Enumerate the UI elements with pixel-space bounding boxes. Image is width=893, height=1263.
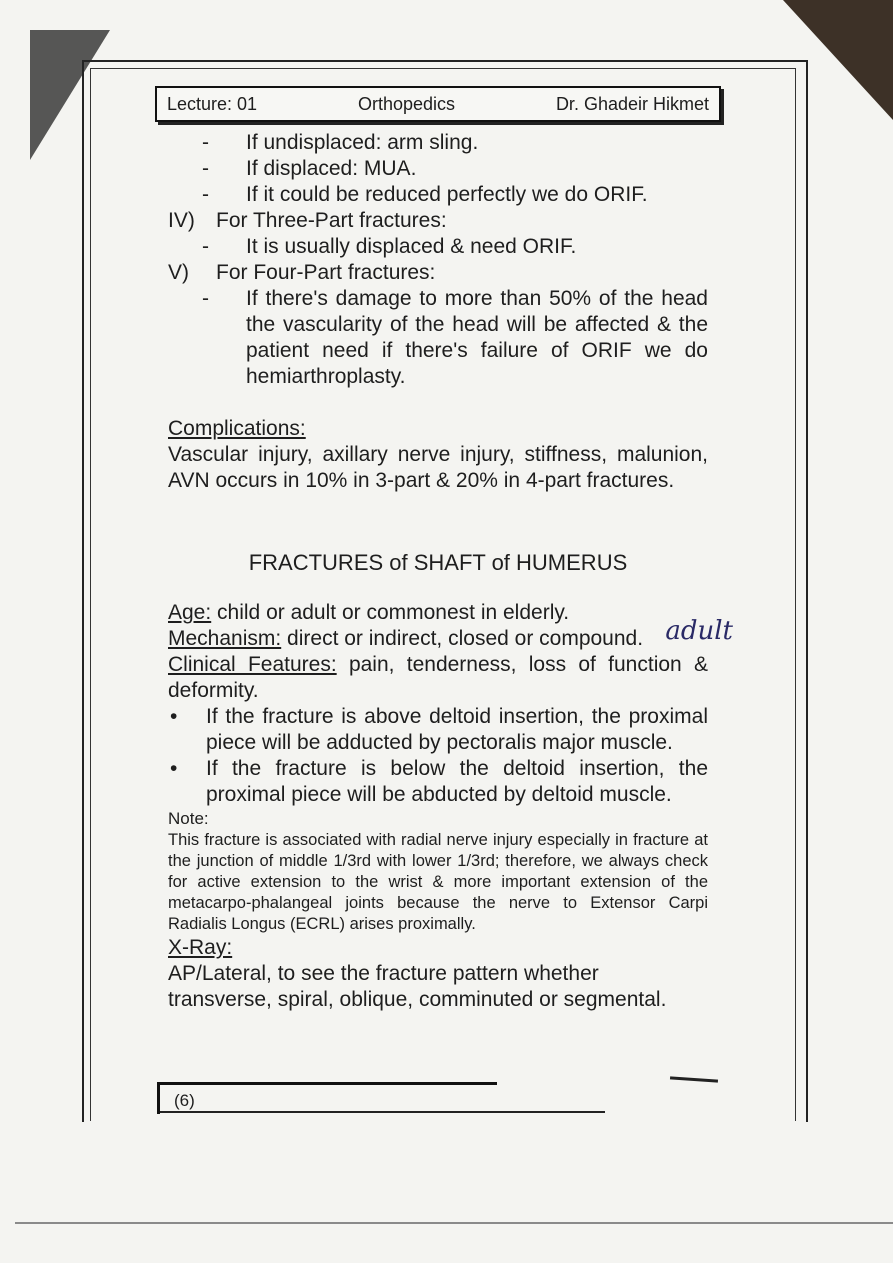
list-item-text: It is usually displaced & need ORIF.	[246, 235, 577, 258]
list-item	[168, 130, 708, 156]
dash-marker: -	[202, 183, 209, 206]
mechanism-line	[168, 626, 708, 652]
dash-marker: -	[202, 131, 209, 154]
clinical-line	[168, 652, 708, 704]
age-line	[168, 600, 708, 626]
xray-heading: X-Ray:	[168, 936, 233, 959]
list-item	[168, 234, 708, 260]
dash-marker: -	[202, 235, 209, 258]
handwritten-note: adult	[665, 616, 733, 646]
page-footer	[157, 1082, 497, 1114]
section-number: V)	[168, 261, 189, 284]
footer-rule	[160, 1111, 605, 1113]
list-item-text: If it could be reduced perfectly we do ORIF.	[246, 183, 648, 206]
note-label: Note:	[168, 809, 209, 828]
section-three-part	[168, 208, 708, 234]
mechanism-text: direct or indirect, closed or compound.	[287, 627, 644, 650]
age-text: child or adult or commonest in elderly.	[217, 601, 570, 624]
bullet-item: • If the fracture is above deltoid insertion, the proximal piece will be adducted by pectoralis major muscle.	[168, 704, 708, 756]
subject-name: Orthopedics	[357, 93, 456, 114]
section-heading: For Three-Part fractures:	[216, 209, 447, 232]
age-label: Age:	[168, 601, 212, 624]
lecture-number: Lecture: 01	[167, 93, 258, 114]
section-heading: For Four-Part fractures:	[216, 261, 436, 284]
section-title: FRACTURES of SHAFT of HUMERUS	[248, 550, 628, 575]
list-item	[168, 182, 708, 208]
spacer	[168, 390, 708, 416]
section-four-part	[168, 260, 708, 286]
dash-marker: -	[202, 287, 209, 310]
list-item-text: If undisplaced: arm sling.	[246, 131, 479, 154]
page-content	[168, 130, 708, 1013]
author-name: Dr. Ghadeir Hikmet	[555, 93, 709, 114]
list-item	[168, 286, 708, 390]
page-number: (6)	[174, 1091, 195, 1110]
section-number: IV)	[168, 209, 195, 232]
list-item-text: If displaced: MUA.	[246, 157, 417, 180]
clinical-text: pain, tenderness, loss of function & deformity.	[168, 653, 708, 702]
bullet-item: • If the fracture is below the deltoid insertion, the proximal piece will be abducted by deltoid muscle.	[168, 756, 708, 808]
clinical-label: Clinical Features:	[168, 653, 337, 676]
paper-crease	[15, 1222, 893, 1224]
page-header	[155, 86, 721, 122]
list-item-text: If there's damage to more than 50% of the head the vascularity of the head will be affected & the patient need if there's failure of ORIF we do hemiarthroplasty.	[246, 287, 708, 388]
complications-heading: Complications:	[168, 417, 306, 440]
xray-text: AP/Lateral, to see the fracture pattern whether transverse, spiral, oblique, comminuted or segmental.	[168, 962, 667, 1011]
mechanism-label: Mechanism:	[168, 627, 282, 650]
note-text: This fracture is associated with radial nerve injury especially in fracture at the junction of middle 1/3rd with lower 1/3rd; therefore, we always check for active extension to the wrist & more important extension of the metacarpo-phalangeal joints because the nerve to Extensor Carpi Radialis Longus (ECRL) arises proximally.	[168, 831, 708, 933]
list-item	[168, 156, 708, 182]
complications-text: Vascular injury, axillary nerve injury, stiffness, malunion, AVN occurs in 10% in 3-part & 20% in 4-part fractures.	[168, 443, 708, 492]
dash-marker: -	[202, 157, 209, 180]
